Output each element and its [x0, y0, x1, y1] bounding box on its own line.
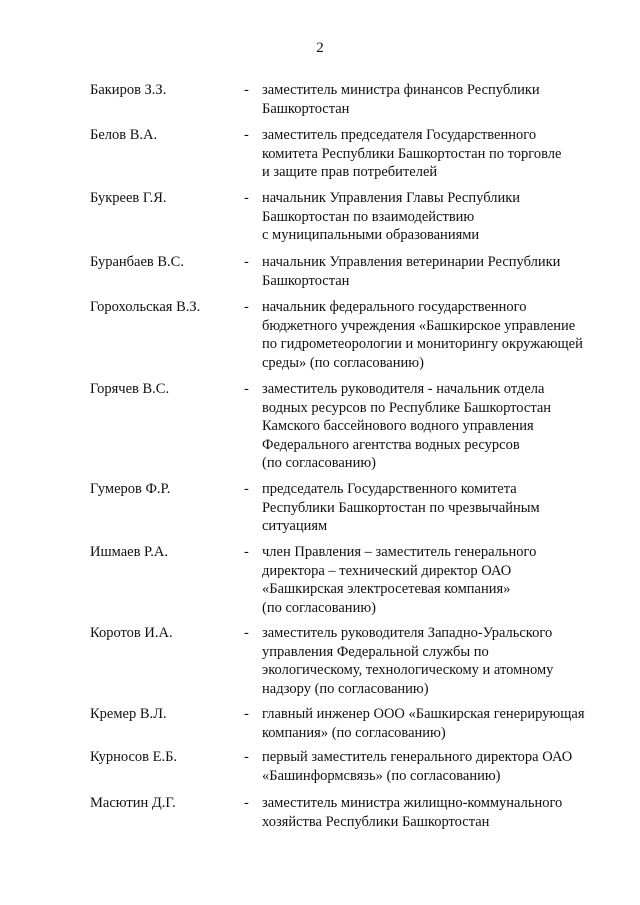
member-position: [262, 480, 612, 536]
position-line: водных ресурсов по Республике Башкортостан: [262, 399, 552, 416]
dash-separator: -: [244, 127, 249, 143]
position-line: Камского бассейнового водного управления: [262, 418, 534, 435]
position-line: председатель Государственного комитета: [262, 481, 517, 497]
member-name: Масютин Д.Г.: [90, 795, 176, 811]
member-position: [262, 189, 612, 245]
position-line: начальник Управления Главы Республики: [262, 190, 521, 206]
member-name: Буранбаев В.С.: [90, 254, 184, 270]
member-position: [262, 794, 612, 831]
member-name: Горохольская В.З.: [90, 299, 201, 315]
member-position: [262, 543, 612, 617]
position-line: «Башинформсвязь» (по согласованию): [262, 767, 501, 784]
member-position: [262, 624, 612, 698]
dash-separator: -: [244, 544, 249, 560]
position-line: ситуациям: [262, 518, 328, 535]
dash-separator: -: [244, 749, 249, 765]
position-line: Республики Башкортостан по чрезвычайным: [262, 499, 540, 516]
position-line: заместитель министра жилищно-коммунального: [262, 795, 563, 811]
position-line: Федерального агентства водных ресурсов: [262, 436, 520, 453]
dash-separator: -: [244, 82, 249, 98]
member-position: [262, 380, 612, 473]
member-position: [262, 126, 612, 182]
position-line: заместитель председателя Государственного: [262, 127, 537, 143]
member-name: Кремер В.Л.: [90, 706, 167, 722]
position-line: по гидрометеорологии и мониторингу окружающей: [262, 336, 583, 353]
position-line: начальник Управления ветеринарии Республики: [262, 254, 561, 270]
position-line: главный инженер ООО «Башкирская генерирующая: [262, 706, 585, 722]
position-line: заместитель руководителя Западно-Уральского: [262, 625, 553, 641]
dash-separator: -: [244, 299, 249, 315]
position-line: «Башкирская электросетевая компания»: [262, 581, 511, 598]
member-position: [262, 705, 612, 742]
member-name: Ишмаев Р.А.: [90, 544, 169, 560]
position-line: директора – технический директор ОАО: [262, 562, 512, 579]
position-line: заместитель министра финансов Республики: [262, 82, 540, 98]
position-line: заместитель руководителя - начальник отдела: [262, 381, 545, 397]
position-line: надзору (по согласованию): [262, 680, 429, 697]
member-name: Бакиров З.З.: [90, 82, 167, 98]
page-number: 2: [316, 40, 324, 56]
dash-separator: -: [244, 706, 249, 722]
member-name: Гумеров Ф.Р.: [90, 481, 171, 497]
position-line: член Правления – заместитель генерального: [262, 544, 537, 560]
position-line: и защите прав потребителей: [262, 164, 438, 181]
position-line: бюджетного учреждения «Башкирское управление: [262, 317, 576, 334]
position-line: с муниципальными образованиями: [262, 227, 480, 244]
dash-separator: -: [244, 254, 249, 270]
position-line: первый заместитель генерального директора ОАО: [262, 749, 573, 765]
member-name: Горячев В.С.: [90, 381, 170, 397]
member-name: Коротов И.А.: [90, 625, 173, 641]
position-line: (по согласованию): [262, 599, 376, 616]
dash-separator: -: [244, 625, 249, 641]
position-line: управления Федеральной службы по: [262, 643, 489, 660]
dash-separator: -: [244, 381, 249, 397]
member-position: [262, 253, 612, 290]
dash-separator: -: [244, 190, 249, 206]
position-line: Башкортостан: [262, 272, 350, 289]
member-position: [262, 748, 612, 785]
position-line: (по согласованию): [262, 455, 376, 472]
member-name: Букреев Г.Я.: [90, 190, 167, 206]
position-line: хозяйства Республики Башкортостан: [262, 813, 490, 830]
position-line: среды» (по согласованию): [262, 354, 424, 371]
position-line: начальник федерального государственного: [262, 299, 527, 315]
position-line: экологическому, технологическому и атомному: [262, 662, 554, 679]
dash-separator: -: [244, 795, 249, 811]
dash-separator: -: [244, 481, 249, 497]
member-name: Белов В.А.: [90, 127, 158, 143]
member-name: Курносов Е.Б.: [90, 749, 178, 765]
member-position: [262, 81, 612, 118]
position-line: комитета Республики Башкортостан по торговле: [262, 145, 562, 162]
position-line: Башкортостан по взаимодействию: [262, 208, 475, 225]
position-line: компания» (по согласованию): [262, 724, 446, 741]
member-position: [262, 298, 612, 372]
position-line: Башкортостан: [262, 100, 350, 117]
